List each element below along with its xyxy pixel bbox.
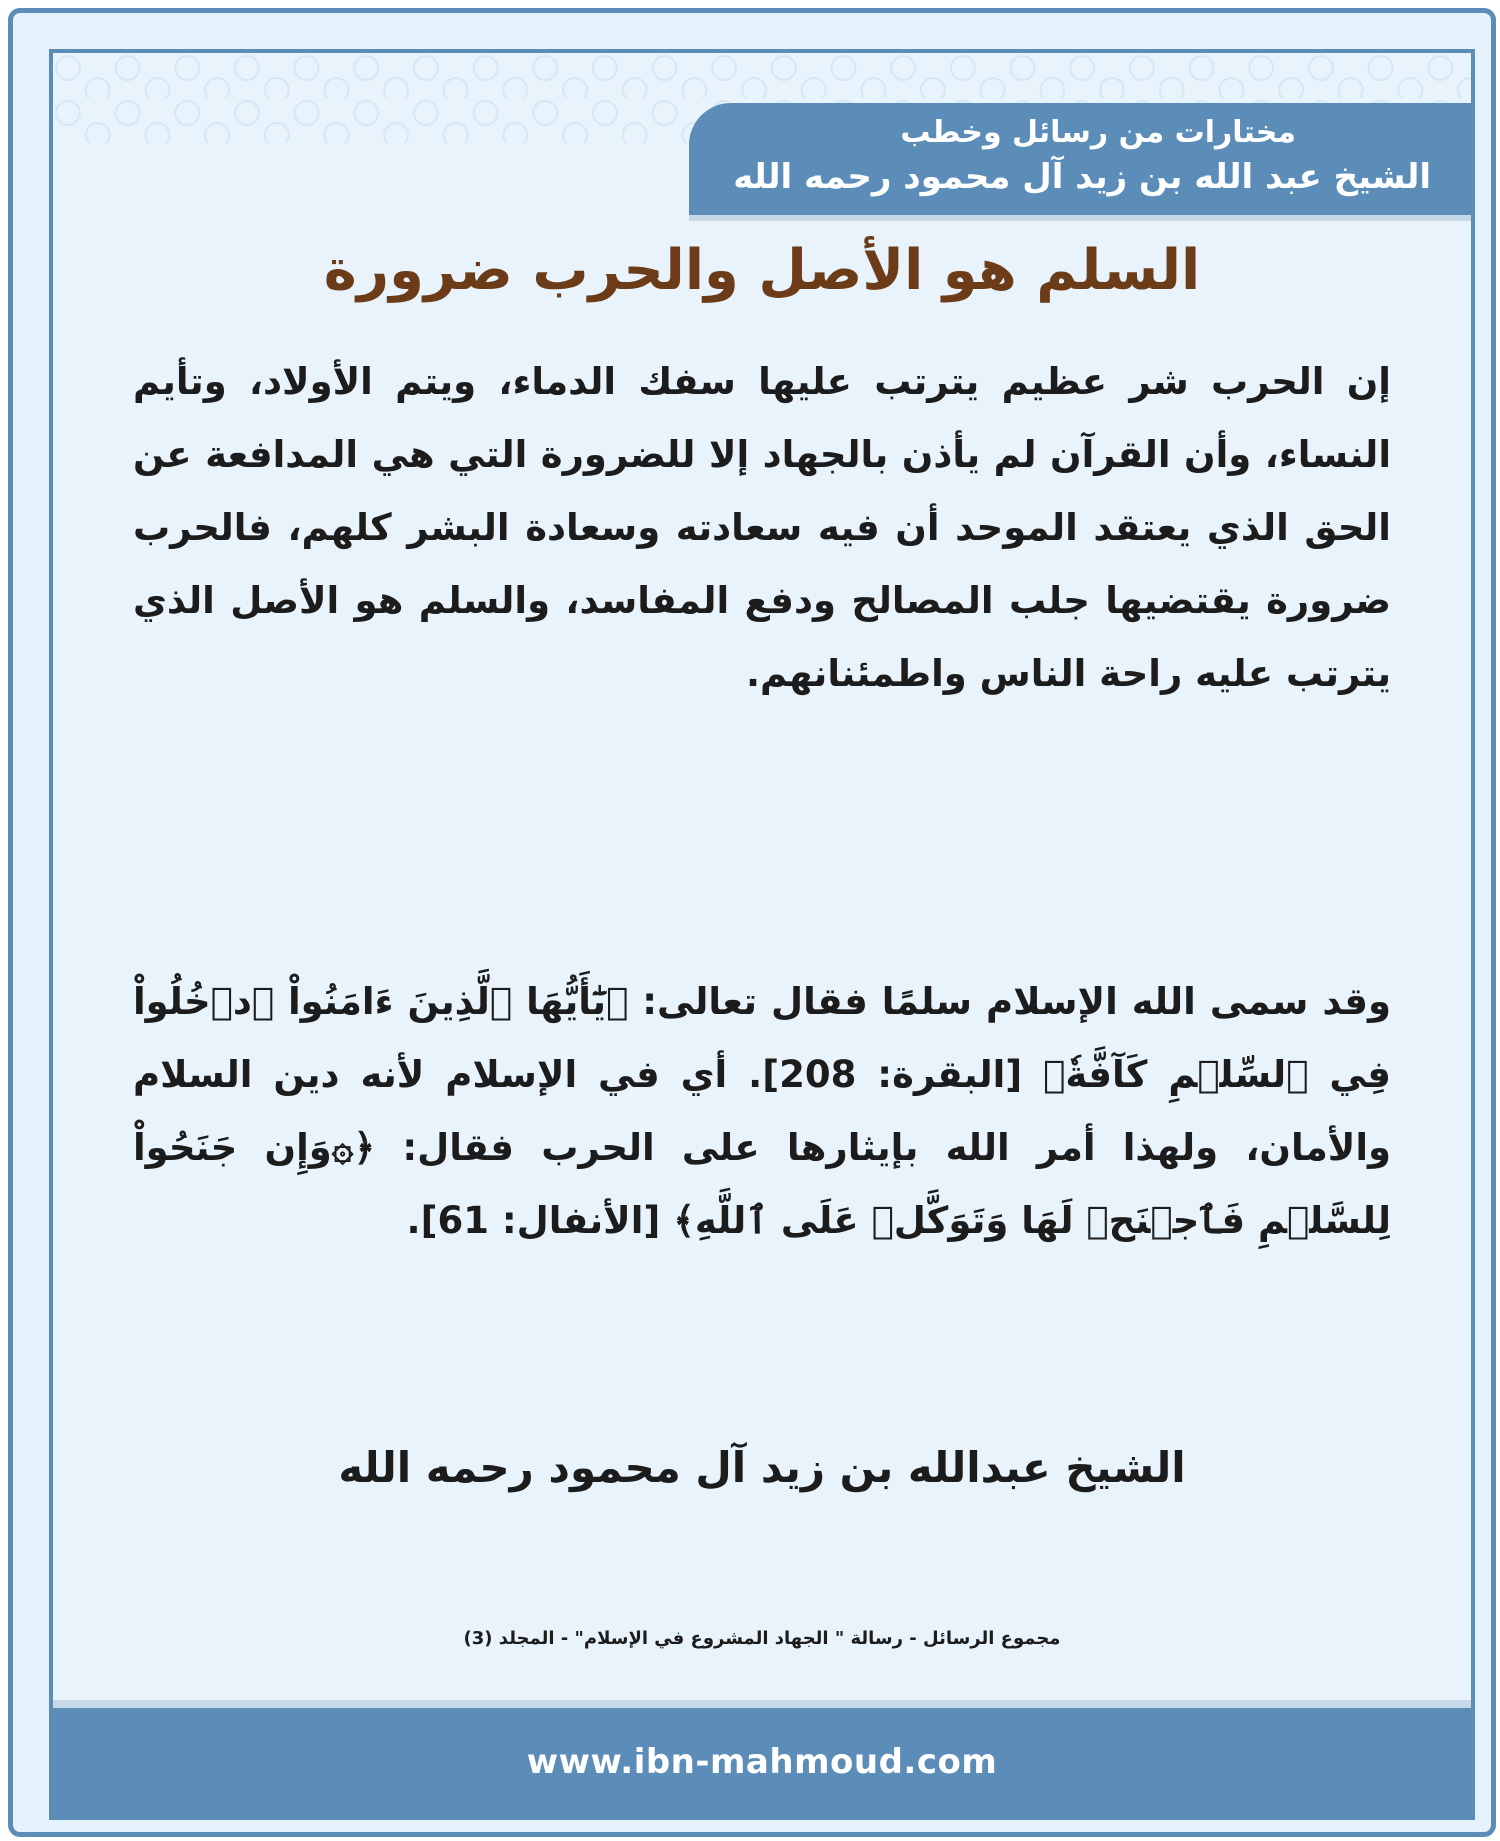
footer-bar (53, 1700, 1471, 1816)
page-title: السلم هو الأصل والحرب ضرورة (323, 238, 1201, 303)
source-citation: مجموع الرسائل - رسالة " الجهاد المشروع في الإسلام" - المجلد (3) (463, 1628, 1061, 1649)
website-link[interactable]: www.ibn-mahmoud.com (526, 1742, 998, 1782)
header-banner (689, 103, 1471, 221)
paragraph-1: إن الحرب شر عظيم يترتب عليها سفك الدماء، ويتم الأولاد، وتأيم النساء، وأن القرآن لم يأذن بالجهاد إلا للضرورة التي هي المدافعة عن الحق الذي يعتقد الموحد أن فيه سعادته وسعادة البشر كلهم، فالحرب ضرورة يقتضيها جلب المصالح ودفع المفاسد، والسلم هو الأصل الذي يترتب عليه راحة الناس واطمئنانهم. (133, 360, 1391, 695)
author-signature: الشيخ عبدالله بن زيد آل محمود رحمه الله (338, 1443, 1186, 1492)
outer-frame (8, 8, 1496, 1837)
header-author: الشيخ عبد الله بن زيد آل محمود رحمه الله (733, 157, 1431, 197)
header-subtitle: مختارات من رسائل وخطب (900, 115, 1296, 150)
card (49, 49, 1475, 1820)
paragraph-2: وقد سمى الله الإسلام سلمًا فقال تعالى: ﴿يَٰٓأَيُّهَا ٱلَّذِينَ ءَامَنُواْ ٱدۡخُلُواْ فِي ٱلسِّلۡمِ كَآفَّةٗ﴾ [البقرة: 208]. أي في الإسلام لأنه دين السلام والأمان، ولهذا أمر الله بإيثارها على الحرب فقال: ﴿۞وَإِن جَنَحُواْ لِلسَّلۡمِ فَٱجۡنَحۡ لَهَا وَتَوَكَّلۡ عَلَى ٱللَّهِ﴾ [الأنفال: 61]. (133, 980, 1391, 1242)
